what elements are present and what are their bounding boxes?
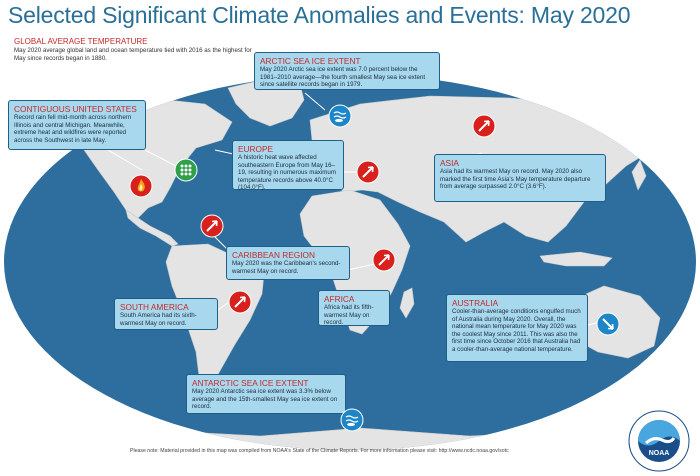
south-america-callout — [114, 298, 218, 330]
australia-cool-icon — [596, 312, 620, 336]
us-heading: CONTIGUOUS UNITED STATES — [14, 104, 137, 114]
africa-callout — [318, 290, 390, 326]
caribbean-callout — [226, 246, 350, 280]
footer-note: Please note: Material provided in this map was compiled from NOAA's State of the Climate Reports. For more information please visit: http://www.ncdc.noaa.gov/sotc — [130, 448, 509, 454]
africa-text: Africa had its fifth-warmest May on record. — [324, 304, 374, 327]
arctic-callout — [254, 52, 440, 90]
us-wildfire-icon — [129, 174, 153, 198]
asia-text: Asia had its warmest May on record. May 2020 also marked the first time Asia's May temperature departure from average surpassed 2.0°C (3.6°F). — [440, 168, 591, 191]
caribbean-heading: CARIBBEAN REGION — [232, 250, 315, 260]
africa-warm-icon — [372, 248, 396, 272]
us-heavy-rain-icon — [174, 158, 198, 182]
global-temp-heading: GLOBAL AVERAGE TEMPERATURE — [14, 37, 148, 46]
antarctic-heading: ANTARCTIC SEA ICE EXTENT — [192, 378, 309, 388]
asia-callout — [434, 154, 606, 202]
arctic-sea-ice-icon — [328, 104, 352, 128]
asia-heading: ASIA — [440, 158, 459, 168]
antarctic-sea-ice-icon — [340, 408, 364, 432]
caribbean-text: May 2020 was the Caribbean's second-warmest May on record. — [232, 260, 341, 275]
south-america-text: South America had its sixth-warmest May on record. — [120, 312, 197, 327]
noaa-logo-text: NOAA — [648, 450, 670, 457]
us-callout — [8, 100, 146, 150]
page-title: Selected Significant Climate Anomalies and Events: May 2020 — [8, 2, 631, 28]
south-america-warm-icon — [228, 290, 252, 314]
australia-heading: AUSTRALIA — [452, 298, 499, 308]
arctic-heading: ARCTIC SEA ICE EXTENT — [260, 56, 361, 66]
australia-text: Cooler-than-average conditions engulfed much of Australia during May 2020. Overall, the national mean temperature for May 2020 was the coolest May since 2011. This was also the first time since October 2016 that Australia had a cooler-than-average national temperature. — [452, 308, 581, 353]
europe-warm-icon — [356, 160, 380, 184]
australia-callout — [446, 294, 588, 362]
antarctic-text: May 2020 Antarctic sea ice extent was 3.3% below average and the 15th-smallest May sea ice extent on record. — [192, 388, 338, 411]
caribbean-warm-icon — [200, 214, 224, 238]
asia-warm-icon — [472, 114, 496, 138]
global-temp-text: May 2020 average global land and ocean temperature tied with 2016 as the highest for May since records began in 1880. — [14, 47, 252, 62]
new-zealand — [672, 346, 686, 374]
europe-text: A historic heat wave affected southeastern Europe from May 16–19, resulting in numerous maximum temperature records above 40.0°C (104.0°F). — [238, 154, 337, 192]
europe-heading: EUROPE — [238, 144, 274, 154]
europe-callout — [232, 140, 344, 190]
arctic-text: May 2020 Arctic sea ice extent was 7.0 percent below the 1981–2010 average—the fourth smallest May sea ice extent since satellite records began in 1979. — [260, 66, 426, 89]
south-america-heading: SOUTH AMERICA — [120, 302, 189, 312]
us-text: Record rain fell mid-month across northern Illinois and central Michigan. Meanwhile, extreme heat and wildfires were reported across the Southwest in late May. — [14, 114, 132, 144]
africa-heading: AFRICA — [324, 294, 355, 304]
antarctic-callout — [186, 374, 346, 414]
noaa-logo — [628, 410, 690, 472]
